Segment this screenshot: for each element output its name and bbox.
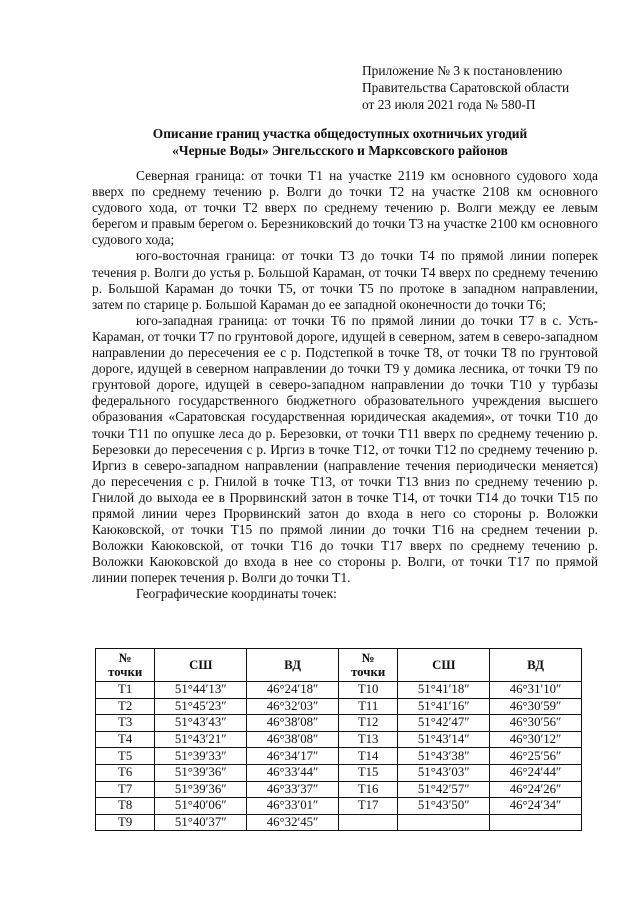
longitude-cell: 46°24′34″ (490, 798, 582, 815)
appendix-line-2: Правительства Саратовской области (362, 80, 570, 95)
point-number: Т12 (338, 715, 397, 732)
longitude-cell: 46°30′59″ (490, 698, 582, 715)
table-row (96, 781, 582, 798)
paragraph-coordinates-heading: Географические координаты точек: (136, 586, 337, 602)
longitude-cell: 46°33′01″ (247, 798, 339, 815)
table-row (96, 764, 582, 781)
header-latitude: СШ (155, 649, 247, 682)
longitude-cell: 46°32′03″ (247, 698, 339, 715)
point-number: Т4 (96, 731, 155, 748)
point-number: Т6 (96, 764, 155, 781)
table-row (96, 798, 582, 815)
point-number: Т17 (338, 798, 397, 815)
appendix-line-3: от 23 июля 2021 года № 580-П (362, 97, 536, 112)
latitude-cell: 51°40′06″ (155, 798, 247, 815)
coordinates-table (95, 648, 582, 831)
point-number: Т9 (96, 814, 155, 831)
header-point-number (338, 649, 397, 682)
title-line-1: Описание границ участка общедоступных охотничьих угодий (152, 126, 528, 141)
longitude-cell: 46°24′44″ (490, 764, 582, 781)
point-number: Т11 (338, 698, 397, 715)
longitude-cell: 46°24′26″ (490, 781, 582, 798)
point-number: Т16 (338, 781, 397, 798)
table-row (96, 814, 582, 831)
latitude-cell: 51°43′21″ (155, 731, 247, 748)
header-num-label: точки (351, 665, 386, 679)
table-row (96, 731, 582, 748)
header-latitude: СШ (398, 649, 490, 682)
appendix-line-1: Приложение № 3 к постановлению (362, 63, 563, 78)
paragraph-southwestern-boundary: юго-западная граница: от точки Т6 по прямой линии до точки Т7 в с. Усть-Караман, от точки Т7 по грунтовой дороге, идущей в северном, затем в северо-западном направлении до пересечения ее с р. Подстепкой в точке Т8, от точки Т8 по грунтовой дороге, идущей в северном направлении до точки Т9 у домика лесника, от точки Т9 по грунтовой дороге, идущей в северо-западном направлении до точки Т10 у турбазы федерального государственного бюджетного образовательного учреждения высшего образования «Саратовская государственная юридическая академия», от точки Т10 до точки Т11 по опушке леса до р. Березовки, от точки Т11 вверх по среднему течению р. Березовки до пересечения с р. Иргиз в точке Т12, от точки Т12 по среднему течению р. Иргиз в северо-западном направлении (направление течения периодически меняется) до пересечения с р. Гнилой в точке Т13, от точки Т13 вниз по среднему течению р. Гнилой до выхода ее в Прорвинский затон в точке Т14, от точки Т14 до точки Т15 по прямой линии через Прорвинский затон до входа в него со стороны р. Воложки Каюковской, от точки Т15 по прямой линии до точки Т16 на среднем течении р. Воложки Каюковской, от точки Т16 до точки Т17 вверх по среднему течению р. Воложки Каюковской до входа в нее со стороны р. Волги, от точки Т17 по прямой линии поперек течения р. Волги до точки Т1. (92, 312, 598, 586)
latitude-cell: 51°41′16″ (398, 698, 490, 715)
paragraph-northern-boundary: Северная граница: от точки Т1 на участке 2119 км основного судового хода вверх по среднему течению р. Волги до точки Т2 на участке 2108 км основного судового хода, от точки Т2 вверх по среднему течению р. Волги между ее левым берегом и правым берегом о. Березниковский до точки Т3 на участке 2100 км основного судового хода; (92, 168, 598, 248)
longitude-cell: 46°30′12″ (490, 731, 582, 748)
latitude-cell: 51°44′13″ (155, 682, 247, 699)
header-point-number (96, 649, 155, 682)
longitude-cell: 46°25′56″ (490, 748, 582, 765)
point-number: Т1 (96, 682, 155, 699)
appendix-note (362, 62, 622, 113)
latitude-cell: 51°43′14″ (398, 731, 490, 748)
header-num-symbol: № (118, 651, 132, 665)
longitude-cell: 46°30′56″ (490, 715, 582, 732)
table-header-row (96, 649, 582, 682)
point-number: Т2 (96, 698, 155, 715)
header-longitude: ВД (490, 649, 582, 682)
title-line-2: «Черные Воды» Энгельсского и Марксовского районов (172, 143, 508, 158)
point-number: Т15 (338, 764, 397, 781)
longitude-cell: 46°38′08″ (247, 715, 339, 732)
longitude-cell: 46°31′10″ (490, 682, 582, 699)
latitude-cell: 51°45′23″ (155, 698, 247, 715)
header-longitude: ВД (247, 649, 339, 682)
table-row (96, 748, 582, 765)
table-row (96, 715, 582, 732)
latitude-cell: 51°43′38″ (398, 748, 490, 765)
latitude-cell: 51°41′18″ (398, 682, 490, 699)
document-title (95, 125, 585, 159)
point-number (338, 814, 397, 831)
latitude-cell (398, 814, 490, 831)
point-number: Т3 (96, 715, 155, 732)
longitude-cell (490, 814, 582, 831)
latitude-cell: 51°43′50″ (398, 798, 490, 815)
latitude-cell: 51°43′43″ (155, 715, 247, 732)
boundary-description (92, 168, 598, 603)
latitude-cell: 51°42′47″ (398, 715, 490, 732)
longitude-cell: 46°24′18″ (247, 682, 339, 699)
longitude-cell: 46°33′44″ (247, 764, 339, 781)
header-num-label: точки (108, 665, 143, 679)
latitude-cell: 51°40′37″ (155, 814, 247, 831)
latitude-cell: 51°39′36″ (155, 781, 247, 798)
table-row (96, 682, 582, 699)
point-number: Т8 (96, 798, 155, 815)
point-number: Т10 (338, 682, 397, 699)
latitude-cell: 51°39′36″ (155, 764, 247, 781)
point-number: Т13 (338, 731, 397, 748)
paragraph-southeastern-boundary: юго-восточная граница: от точки Т3 до точки Т4 по прямой линии поперек течения р. Волги до устья р. Большой Караман, от точки Т4 вверх по среднему течению р. Большой Караман до точки Т5, от точки Т5 по протоке в западном направлении, затем по старице р. Большой Караман до ее западной оконечности до точки Т6; (92, 248, 598, 312)
latitude-cell: 51°39′33″ (155, 748, 247, 765)
latitude-cell: 51°43′03″ (398, 764, 490, 781)
header-num-symbol: № (361, 651, 375, 665)
longitude-cell: 46°34′17″ (247, 748, 339, 765)
latitude-cell: 51°42′57″ (398, 781, 490, 798)
point-number: Т5 (96, 748, 155, 765)
table-row (96, 698, 582, 715)
point-number: Т7 (96, 781, 155, 798)
longitude-cell: 46°32′45″ (247, 814, 339, 831)
longitude-cell: 46°38′08″ (247, 731, 339, 748)
point-number: Т14 (338, 748, 397, 765)
longitude-cell: 46°33′37″ (247, 781, 339, 798)
